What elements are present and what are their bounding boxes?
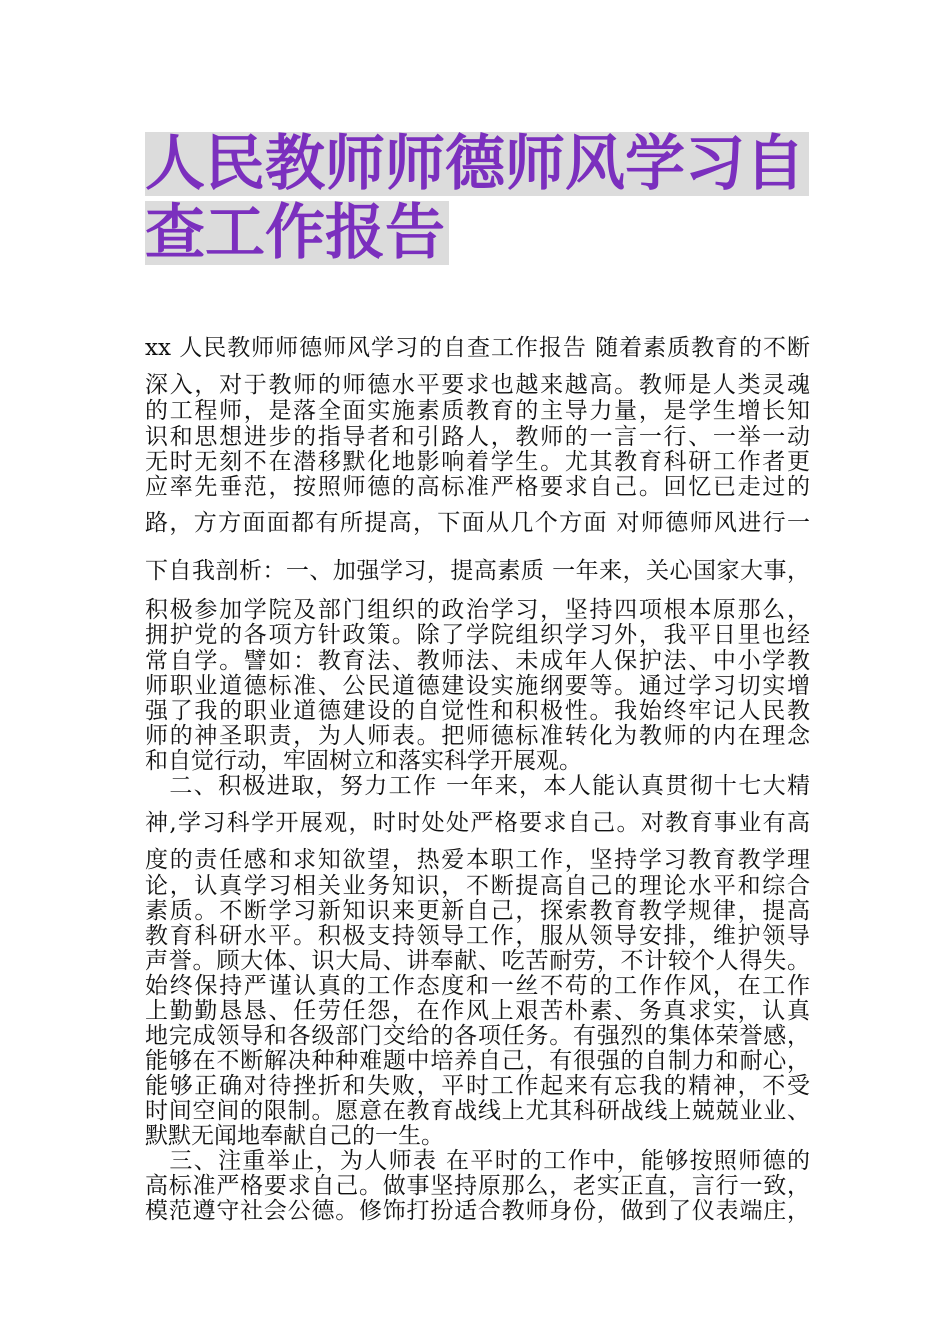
body-line: 师职业道德标准、公民道德建设实施纲要等。通过学习切实增 <box>145 673 810 699</box>
body-line: 路，方方面面都有所提高，下面从几个方面 对师德师风进行一 <box>145 510 810 536</box>
body-line: 高标准严格要求自己。做事坚持原那么，老实正直，言行一致， <box>145 1173 810 1199</box>
body-line: 师的神圣职责，为人师表。把师德标准转化为教师的内在理念 <box>145 723 810 749</box>
body-line: 应率先垂范，按照师德的高标准严格要求自己。回忆已走过的 <box>145 474 810 500</box>
body-line: 深入，对于教师的师德水平要求也越来越高。教师是人类灵魂 <box>145 372 810 398</box>
body-line: 声誉。顾大体、识大局、讲奉献、吃苦耐劳，不计较个人得失。 <box>145 948 810 974</box>
body-line: 地完成领导和各级部门交给的各项任务。有强烈的集体荣誉感， <box>145 1023 810 1049</box>
body-line: xx 人民教师师德师风学习的自查工作报告 随着素质教育的不断 <box>145 335 810 361</box>
body-line: 无时无刻不在潜移默化地影响着学生。尤其教育科研工作者更 <box>145 449 810 475</box>
body-line: 能够正确对待挫折和失败，平时工作起来有忘我的精神，不受 <box>145 1073 810 1099</box>
body-line: 识和思想进步的指导者和引路人，教师的一言一行、一举一动 <box>145 424 810 450</box>
body-line: 论，认真学习相关业务知识，不断提高自己的理论水平和综合 <box>145 873 810 899</box>
body-line: 二、积极进取，努力工作 一年来，本人能认真贯彻十七大精 <box>145 773 810 799</box>
document-title-line-2: 查工作报告 <box>145 201 449 265</box>
body-line: 默默无闻地奉献自己的一生。 <box>145 1123 444 1149</box>
body-line: 时间空间的限制。愿意在教育战线上尤其科研战线上兢兢业业、 <box>145 1098 810 1124</box>
body-line: 强了我的职业道德建设的自觉性和积极性。我始终牢记人民教 <box>145 698 810 724</box>
body-line: 素质。不断学习新知识来更新自己，探索教育教学规律，提高 <box>145 898 810 924</box>
body-line: 教育科研水平。积极支持领导工作，服从领导安排，维护领导 <box>145 923 810 949</box>
document-title-line-1: 人民教师师德师风学习自 <box>145 132 809 196</box>
body-line: 神,学习科学开展观，时时处处严格要求自己。对教育事业有高 <box>145 810 810 836</box>
body-line: 始终保持严谨认真的工作态度和一丝不苟的工作作风，在工作 <box>145 973 810 999</box>
body-line: 能够在不断解决种种难题中培养自己，有很强的自制力和耐心， <box>145 1048 810 1074</box>
body-line: 三、注重举止，为人师表 在平时的工作中，能够按照师德的 <box>145 1148 810 1174</box>
body-line: 的工程师，是落全面实施素质教育的主导力量，是学生增长知 <box>145 398 810 424</box>
body-line: 积极参加学院及部门组织的政治学习，坚持四项根本原那么， <box>145 597 810 623</box>
body-line: 和自觉行动，牢固树立和落实科学开展观。 <box>145 748 582 774</box>
body-line: 下自我剖析：一、加强学习，提高素质 一年来，关心国家大事， <box>145 558 810 584</box>
body-line: 常自学。譬如：教育法、教师法、未成年人保护法、中小学教 <box>145 648 810 674</box>
body-line: 模范遵守社会公德。修饰打扮适合教师身份，做到了仪表端庄， <box>145 1198 810 1224</box>
body-line: 拥护党的各项方针政策。除了学院组织学习外，我平日里也经 <box>145 622 810 648</box>
body-line: 度的责任感和求知欲望，热爱本职工作，坚持学习教育教学理 <box>145 847 810 873</box>
body-line: 上勤勤恳恳、任劳任怨，在作风上艰苦朴素、务真求实，认真 <box>145 998 810 1024</box>
